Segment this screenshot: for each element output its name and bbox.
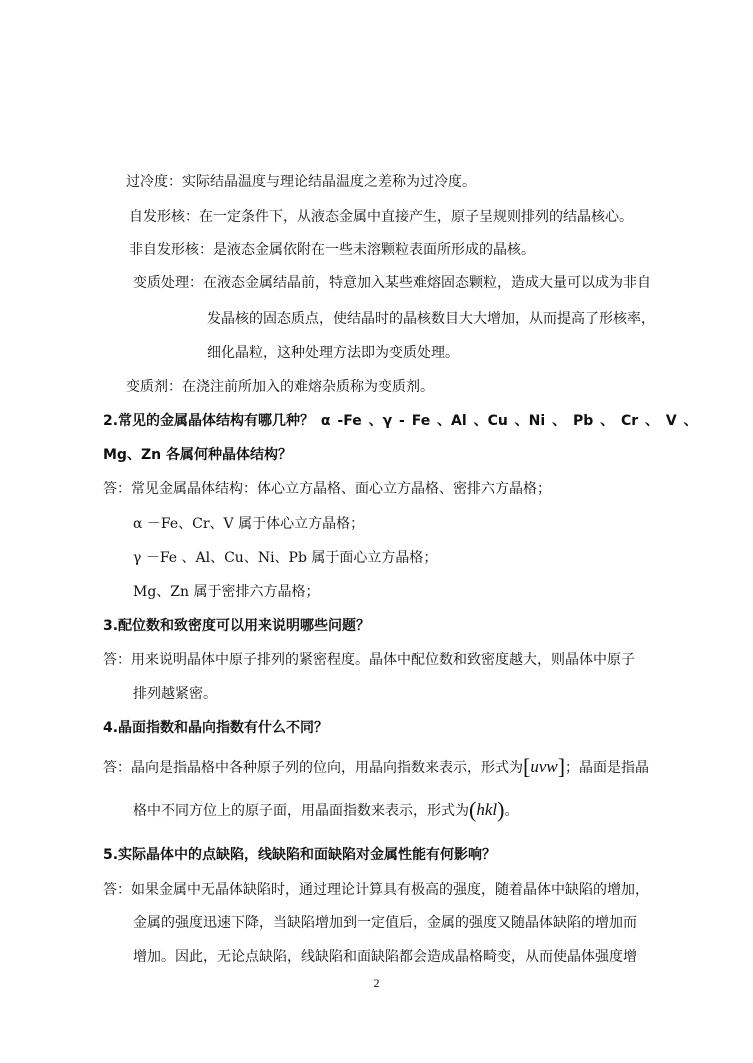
q4-paren-close: ) [497,797,505,822]
q4-answer-1-text-post: ；晶面是指晶 [565,760,650,776]
q4-paren-open: ( [469,797,477,822]
page-number: 2 [373,976,380,990]
def-modifier: 变质剂：在浇注前所加入的难熔杂质称为变质剂。 [126,379,434,395]
def-spontaneous-nucleation: 自发形核：在一定条件下，从液态金属中直接产生，原子呈规则排列的结晶核心。 [129,209,633,225]
q4-bracket-close: ] [557,754,566,779]
q2-answer-line-1: 答：常见金属晶体结构：体心立方晶格、面心立方晶格、密排六方晶格； [103,481,551,497]
q4-answer-1-text-pre: 答：晶向是指晶格中各种原子列的位向，用晶向指数来表示，形式为 [103,760,523,776]
q4-question: 4.晶面指数和晶向指数有什么不同？ [103,720,329,736]
q4-answer-line-2 [133,797,519,822]
q2-answer-line-3: γ －Fe 、Al、Cu、Ni、Pb 属于面心立方晶格； [133,550,438,566]
def-nonspontaneous-nucleation: 非自发形核：是液态金属依附在一些未溶颗粒表面所形成的晶核。 [129,242,535,258]
def-supercooling: 过冷度：实际结晶温度与理论结晶温度之差称为过冷度。 [126,174,476,190]
q3-answer-line-1: 答：用来说明晶体中原子排列的紧密程度。晶体中配位数和致密度越大，则晶体中原子 [103,652,635,668]
q4-answer-line-1 [103,754,650,779]
q4-answer-2-text-post: 。 [504,803,519,819]
q5-answer-line-2: 金属的强度迅速下降，当缺陷增加到一定值后，金属的强度又随晶体缺陷的增加而 [133,915,637,931]
q4-direction-index: uvw [530,757,558,776]
q2-answer-line-4: Mg、Zn 属于密排六方晶格； [133,584,320,600]
q5-answer-line-1: 答：如果金属中无晶体缺陷时，通过理论计算具有极高的强度，随着晶体中缺陷的增加， [103,882,649,898]
q3-question: 3.配位数和致密度可以用来说明哪些问题？ [103,618,371,634]
q4-plane-index: hkl [476,800,498,819]
q2-answer-line-2: α －Fe、Cr、V 属于体心立方晶格； [133,516,365,532]
q4-answer-2-text-pre: 格中不同方位上的原子面，用晶面指数来表示，形式为 [133,803,469,819]
q2-question-line-1: 2.常见的金属晶体结构有哪几种？ α -Fe 、γ - Fe 、Al 、Cu 、Ni 、 Pb 、 Cr 、 V 、 [103,413,698,429]
q5-answer-line-3: 增加。因此，无论点缺陷，线缺陷和面缺陷都会造成晶格畸变，从而使晶体强度增 [133,949,637,965]
q5-question: 5.实际晶体中的点缺陷，线缺陷和面缺陷对金属性能有何影响？ [103,847,497,863]
q2-question-line-2: Mg、Zn 各属何种晶体结构？ [103,447,292,463]
def-modification-line-2: 发晶核的固态质点，使结晶时的晶核数目大大增加，从而提高了形核率， [207,311,655,327]
q4-bracket-open: [ [523,754,531,779]
def-modification-line-3: 细化晶粒，这种处理方法即为变质处理。 [207,345,459,361]
def-modification-line-1: 变质处理：在液态金属结晶前，特意加入某些难熔固态颗粒，造成大量可以成为非自 [133,275,651,291]
q3-answer-line-2: 排列越紧密。 [133,686,217,702]
